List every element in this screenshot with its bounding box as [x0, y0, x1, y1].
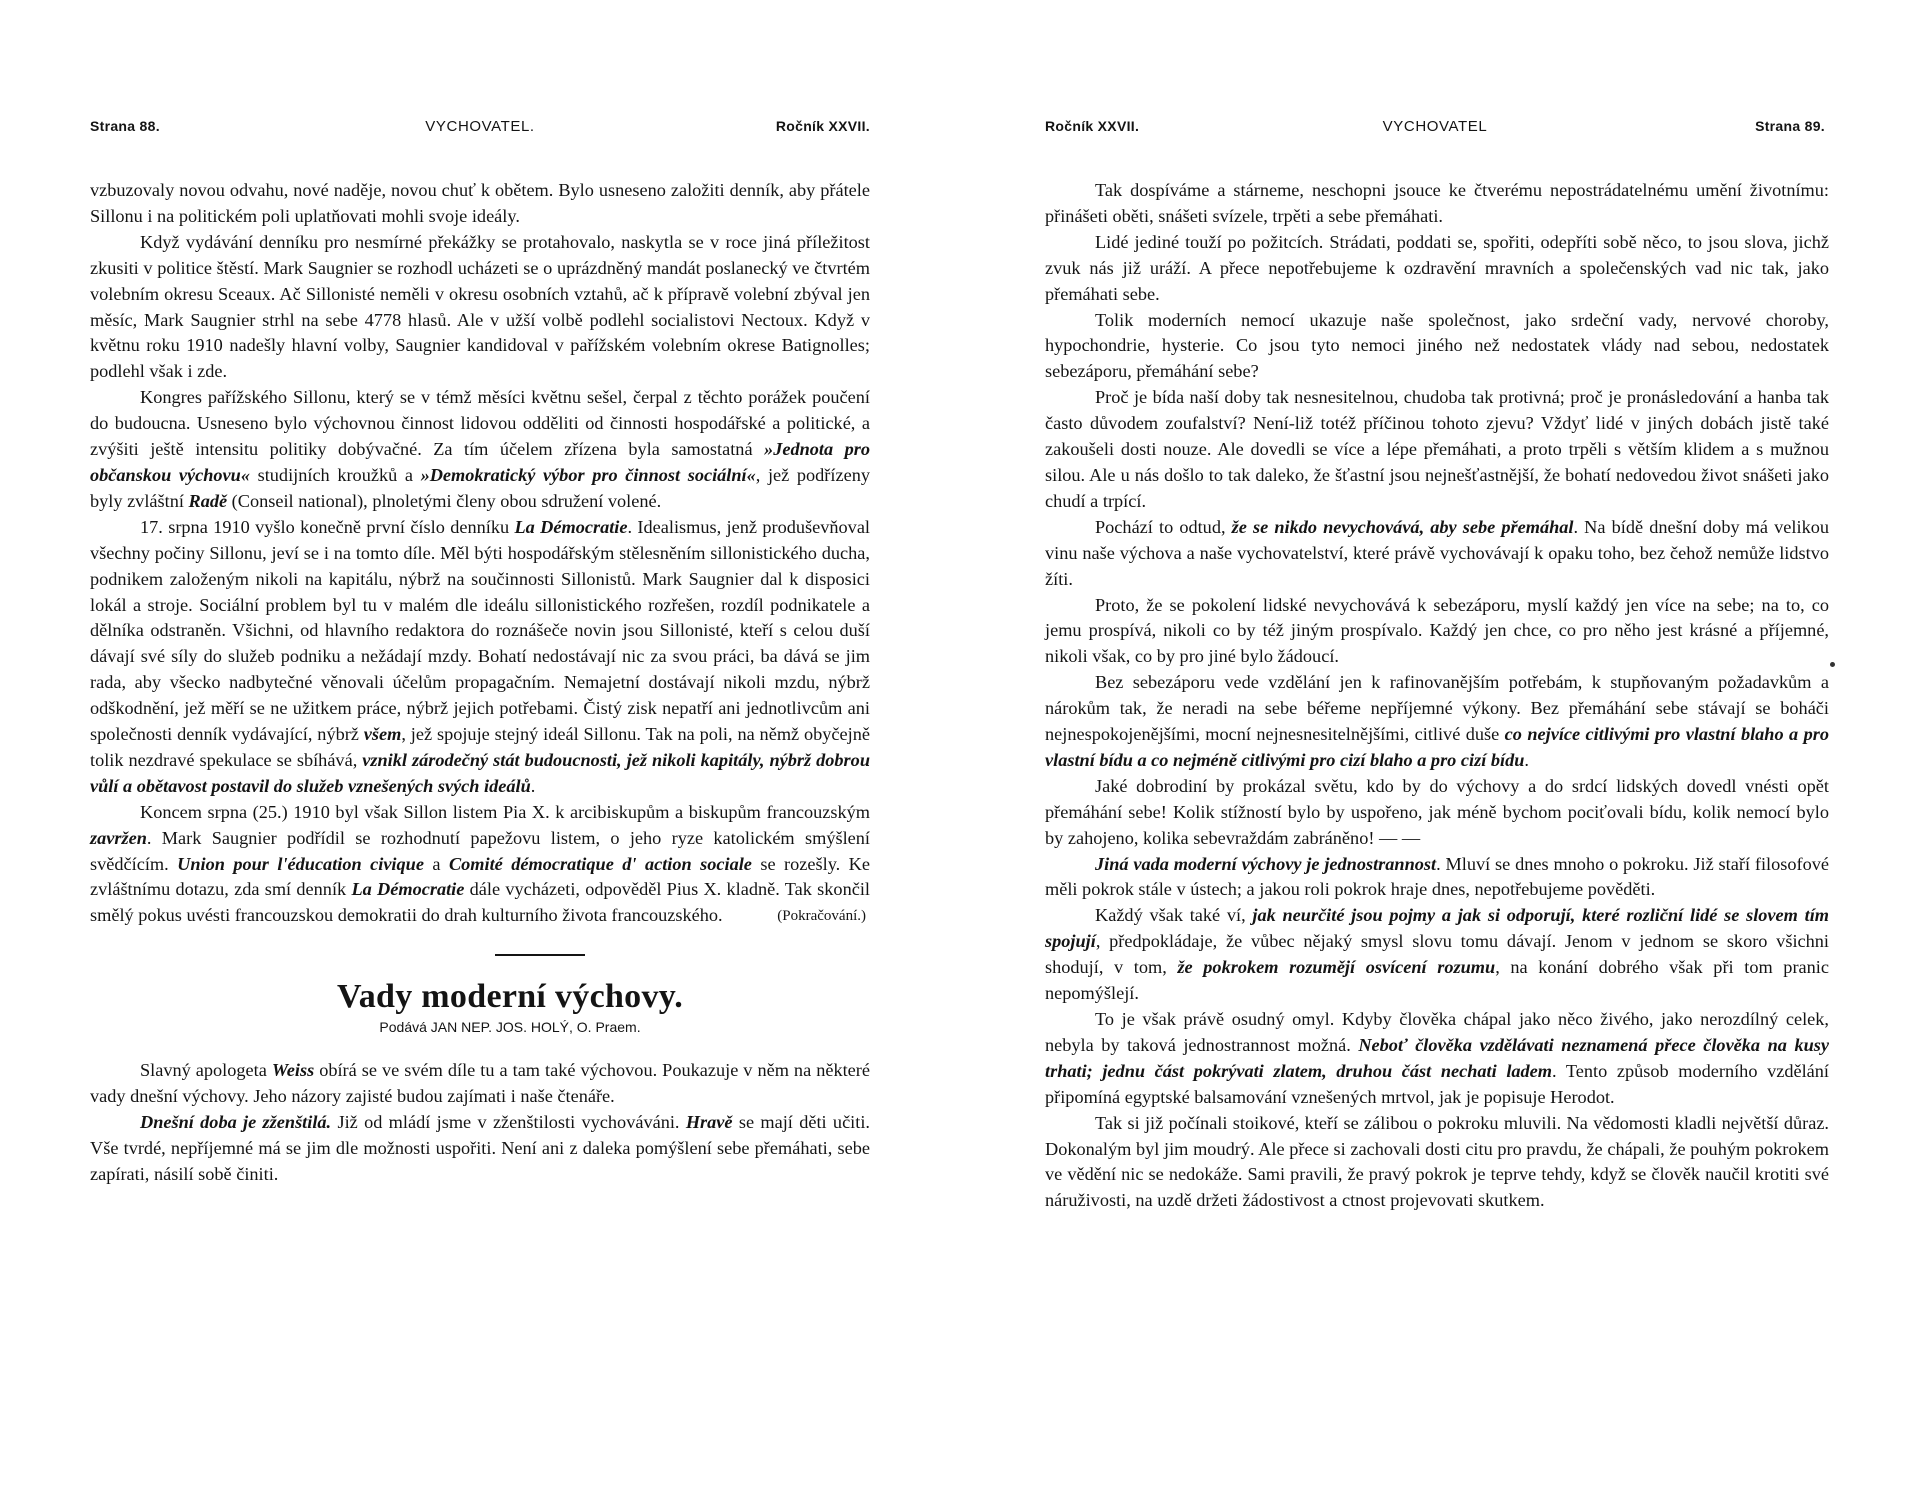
article-byline: Podává JAN NEP. JOS. HOLÝ, O. Praem.	[379, 1019, 641, 1036]
continued-note: (Pokračování.)	[777, 908, 866, 925]
paragraph: Proč je bída naší doby tak nesnesitelnou, chudoba tak protivná; proč je pronásledování a hanba tak často důvodem zoufalství? Není-liž totéž příčinou tohoto zjevu? Vždyť lidé v jiných dobách jistě také zakoušeli dosti nouze. Ale dovedli se více a lépe přemáhati, a proto trpěli s větším klidem a s mužnou silou. Ale u nás došlo to tak daleko, že šťastní jsou nejnešťastnější, že bohatí nedovedou život snášeti jako chudí a trpící.	[1045, 387, 1829, 511]
page-number: Strana 88.	[90, 118, 160, 134]
article-title: Vady moderní výchovy.	[336, 978, 684, 1016]
paragraph: Proto, že se pokolení lidské nevychovává k sebezáporu, myslí každý jen více na sebe; na to, co jemu prospívá, nikoli co by též jiným prospívalo. Každý jen chce, co pro něho jest krásné a příjemné, nikoli však, co by pro jiné bylo žádoucí.	[1045, 594, 1829, 667]
paragraph: Jaké dobrodiní by prokázal světu, kdo by do výchovy a do srdcí lidských dovedl vnésti opět přemáhání sebe! Kolik stížností bylo by uspořeno, jak méně bychom pociťovali bídu, kolik nemocí bylo by zahojeno, kolika sebevraždám zabráněno! — —	[1045, 775, 1829, 848]
paragraph: Když vydávání denníku pro nesmírné překážky se protahovalo, naskytla se v roce jiná příležitost zkusiti v politice štěstí. Mark Saugnier se rozhodl ucházeti se o uprázdněný mandát poslanecký ve čtvrtém volebním okresu Sceaux. Ač Sillonisté neměli v okresu osobních vztahů, ač k přípravě volební zbýval jen měsíc, Mark Saugnier strhl na sebe 4778 hlasů. Ale v užší volbě podlehl socialistovi Nectoux. Když v květnu roku 1910 nadešly hlavní volby, Saugnier kandidoval v pařížském volebním okrese Batignolles; podlehl však i zde.	[90, 231, 870, 382]
paragraph: Tak si již počínali stoikové, kteří se zálibou o pokroku mluvili. Na vědomosti kladli největší důraz. Dokonalým byl jim moudrý. Ale přece si zachovali dosti citu pro pravdu, že chápali, že pouhým pokrokem ve vědění nic se nedokáže. Sami pravili, že pravý pokrok je teprve tehdy, když se člověk naučil krotiti své náruživosti, na uzdě držeti žádostivost a ctnost projevovati skutkem.	[1045, 1112, 1829, 1211]
paragraph: Lidé jediné touží po požitcích. Strádati, poddati se, spořiti, odepříti sobě něco, to jsou slova, jichž zvuk nás již uráží. A přece nepotřebujeme k ozdravění mravních a společenských vad nic tak, jako přemáhati sebe.	[1045, 231, 1829, 304]
paragraph: Jiná vada moderní výchovy je jednostrannost. Mluví se dnes mnoho o pokroku. Již staří filosofové měli pokrok stále v ústech; a jakou roli pokrok hraje dnes, nepotřebujeme pověděti.	[1045, 853, 1829, 900]
left-page-body	[90, 178, 870, 1188]
paragraph: Každý však také ví, jak neurčité jsou pojmy a jak si odporují, které rozliční lidé se slovem tím spojují, předpokládaje, že vůbec nějaký smysl slovu tomu dávají. Jenom v jednom se skoro všichni shodují, v tom, že pokrokem rozumějí osvícení rozumu, na konání dobrého však při tom pranic nepomýšlejí.	[1045, 905, 1829, 1004]
paragraph: Tak dospíváme a stárneme, neschopni jsouce ke čtverému nepostrádatelnému umění životnímu: přinášeti oběti, snášeti svízele, trpěti a sebe přemáhati.	[1045, 180, 1829, 226]
journal-title: VYCHOVATEL.	[425, 118, 535, 135]
paragraph: Slavný apologeta Weiss obírá se ve svém díle tu a tam také výchovou. Poukazuje v něm na některé vady dnešní výchovy. Jeho názory zajisté budou zajímati i naše čtenáře.	[90, 1060, 870, 1107]
right-page	[953, 0, 1906, 1501]
volume-label: Ročník XXVII.	[775, 118, 870, 134]
paragraph: 17. srpna 1910 vyšlo konečně první číslo denníku La Démocratie. Idealismus, jenž produševňoval všechny počiny Sillonu, jeví se i na tomto díle. Měl býti hospodářským stělesněním sillonistického ducha, podnikem založeným nikoli na kapitálu, nýbrž na součinnosti Sillonistů. Mark Saugnier dal k disposici lokál a stroje. Sociální problem byl tu v malém dle ideálu sillonistického rozřešen, rozdíl podnikatele a dělníka odstraněn. Všichni, od hlavního redaktora do roznášeče novin jsou Sillonisté, kteří s celou duší dávají své síly do služeb podniku a nežádají mzdy. Bohatí nedostávají nic za svou práci, ba dává se jim rada, aby všecko nadbytečné věnovali účelům propagačním. Nemajetní dostávají nikoli mzdu, nýbrž odškodnění, jež měří se ne užitkem práce, nýbrž jejich potřebami. Čistý zisk nepatří ani jednotlivcům ani společnosti denník vydávající, nýbrž všem, jež spojuje stejný ideál Sillonu. Tak na poli, na němž obyčejně tolik nezdravé spekulace se sbíhává, vznikl zárodečný stát budoucnosti, jež nikoli kapitály, nýbrž dobrou vůlí a obětavost postavil do služeb vznešených svých ideálů.	[90, 516, 871, 796]
paragraph: Koncem srpna (25.) 1910 byl však Sillon listem Pia X. k arcibiskupům a biskupům francouzským zavržen. Mark Saugnier podřídil se rozhodnutí papežovu listem, o jeho ryze katolickém smýšlení svědčícím. Union pour l'éducation civique a Comité démocratique d' action sociale se rozešly. Ke zvláštnímu dotazu, zda smí denník La Démocratie dále vycházeti, odpověděl Pius X. kladně. Tak skončil smělý pokus uvésti francouzskou demokratii do drah kulturního života francouzského.	[90, 801, 870, 926]
paragraph: Bez sebezáporu vede vzdělání jen k rafinovanějším potřebám, k stupňovaným požadavkům a nárokům tak, že neradi na sebe béřeme nepříjemné výkony. Bez přemáhání sebe stávají se boháči nejnespokojenějšími, mocní nejnesnesitelnějšími, citlivé duše co nejvíce citlivými pro vlastní blaho a pro vlastní bídu a co nejméně citlivými pro cizí blaho a pro cizí bídu.	[1045, 672, 1829, 770]
volume-label: Ročník XXVII.	[1045, 118, 1140, 134]
page-number: Strana 89.	[1755, 118, 1825, 134]
paragraph: Tolik moderních nemocí ukazuje naše společnost, jako srdeční vady, nervové choroby, hypochondrie, hysterie. Co jsou tyto nemoci jiného než nedostatek vlády nad sebou, nedostatek sebezáporu, přemáhání sebe?	[1045, 309, 1829, 382]
paragraph: Pochází to odtud, že se nikdo nevychovává, aby sebe přemáhal. Na bídě dnešní doby má velikou vinu naše výchova a naše vychovatelství, které právě vychovávají k opaku toho, bez čehož nemůže lidstvo žíti.	[1045, 516, 1829, 589]
right-page-body	[1045, 178, 1829, 1214]
paragraph: Kongres pařížského Sillonu, který se v témž měsíci květnu sešel, čerpal z těchto porážek poučení do budoucna. Usneseno bylo výchovnou činnost lidovou odděliti od činnosti hospodářské a politické, a zvýšiti ještě intensitu politiky dobývačné. Za tím účelem zřízena byla samostatná »Jednota pro občanskou výchovu« studijních kroužků a »Demokratický výbor pro činnost sociální«, jež podřízeny byly zvláštní Radě (Conseil national), plnoletými členy obou sdružení volené.	[90, 387, 870, 511]
paragraph: To je však právě osudný omyl. Kdyby člověka chápal jako něco živého, jako nerozdílný celek, nebyla by taková jednostrannost možná. Neboť člověka vzdělávati neznamená přece člověka na kusy trhati; jednu část pokrývati zlatem, druhou část nechati ladem. Tento způsob moderního vzdělání připomíná egyptské balsamování vznešených mrtvol, jak je popisuje Herodot.	[1045, 1009, 1829, 1107]
paragraph: Dnešní doba je zženštilá. Již od mládí jsme v zženštilosti vychováváni. Hravě se mají děti učiti. Vše tvrdé, nepříjemné má se jim dle možnosti uspořiti. Není ani z daleka pomýšlení sebe přemáhati, sebe zapírati, násilí sobě činiti.	[90, 1112, 870, 1184]
left-page-header	[90, 118, 870, 140]
margin-mark	[1830, 662, 1835, 667]
journal-title: VYCHOVATEL	[1382, 118, 1488, 135]
right-page-header	[1045, 118, 1825, 140]
paragraph: vzbuzovaly novou odvahu, nové naděje, novou chuť k obětem. Bylo usneseno založiti denník, aby přátele Sillonu i na politickém poli uplatňovati mohli svoje ideály.	[90, 180, 870, 226]
section-divider	[495, 954, 585, 956]
